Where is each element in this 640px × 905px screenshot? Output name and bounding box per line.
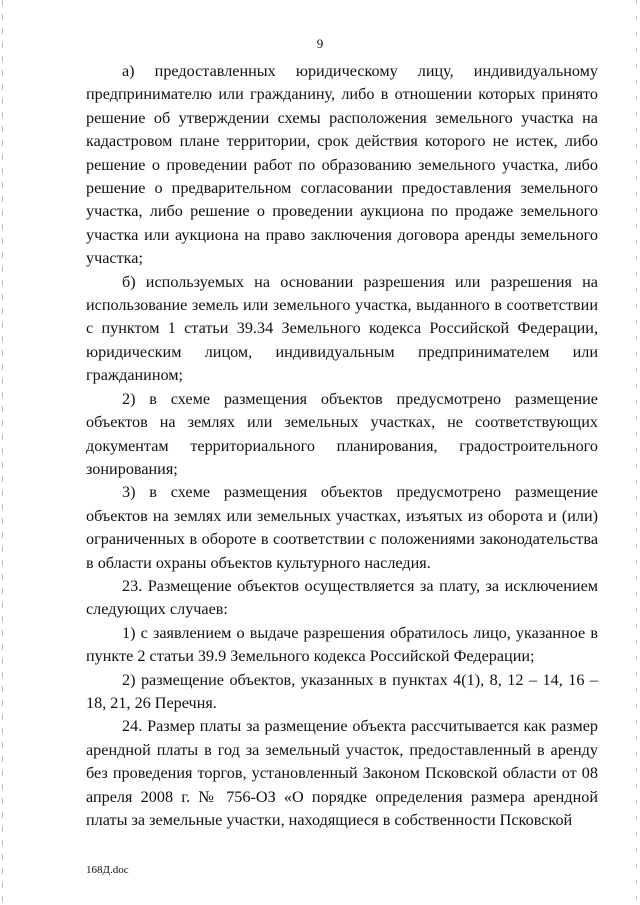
paragraph-23-2: 2) размещение объектов, указанных в пунктах 4(1), 8, 12 – 14, 16 – 18, 21, 26 Перечня. — [86, 670, 598, 712]
paragraph-23-1: 1) с заявлением о выдаче разрешения обратилось лицо, указанное в пункте 2 статьи 39.9 Земельного кодекса Российской Федерации; — [86, 623, 598, 666]
scan-edge-left — [2, 0, 3, 905]
paragraph-23: 23. Размещение объектов осуществляется за плату, за исключением следующих случаев: — [86, 576, 598, 619]
scan-edge-right — [636, 0, 637, 905]
file-name-footer: 168Д.doc — [86, 864, 129, 876]
paragraph-b: б) используемых на основании разрешения или разрешения на использование земель или земельного участка, выданного в соответствии с пунктом 1 статьи 39.34 Земельного кодекса Российской Федерации, юридическим лицом, индивидуальным предпринимателем или гражданином; — [86, 272, 598, 385]
paragraph-3: 3) в схеме размещения объектов предусмотрено размещение объектов на землях или земельных участках, изъятых из оборота и (или) ограниченных в обороте в соответствии с положениями законодательства в области охраны объектов культурного наследия. — [86, 483, 598, 572]
page-number: 9 — [316, 36, 324, 51]
paragraph-2: 2) в схеме размещения объектов предусмотрено размещение объектов на землях или земельных участках, не соответствующих документам территориального планирования, градостроительного зонирования; — [86, 389, 598, 478]
paragraph-24: 24. Размер платы за размещение объекта рассчитывается как размер арендной платы в год за земельный участок, предоставленный в аренду без проведения торгов, установленный Законом Псковской области от 08 апреля 2008 г. № 756-ОЗ «О порядке определения размера арендной платы за земельные участки, находящиеся в собственности Псковской — [86, 717, 598, 829]
document-body — [86, 60, 598, 832]
paragraph-a: а) предоставленных юридическому лицу, индивидуальному предпринимателю или гражданину, либо в отношении которых принято решение об утверждении схемы расположения земельного участка на кадастровом плане территории, срок действия которого не истек, либо решение о проведении работ по образованию земельного участка, либо решение о предварительном согласовании предоставления земельного участка, либо решение о проведении аукциона по продаже земельного участка или аукциона на право заключения договора аренды земельного участка; — [86, 62, 598, 268]
